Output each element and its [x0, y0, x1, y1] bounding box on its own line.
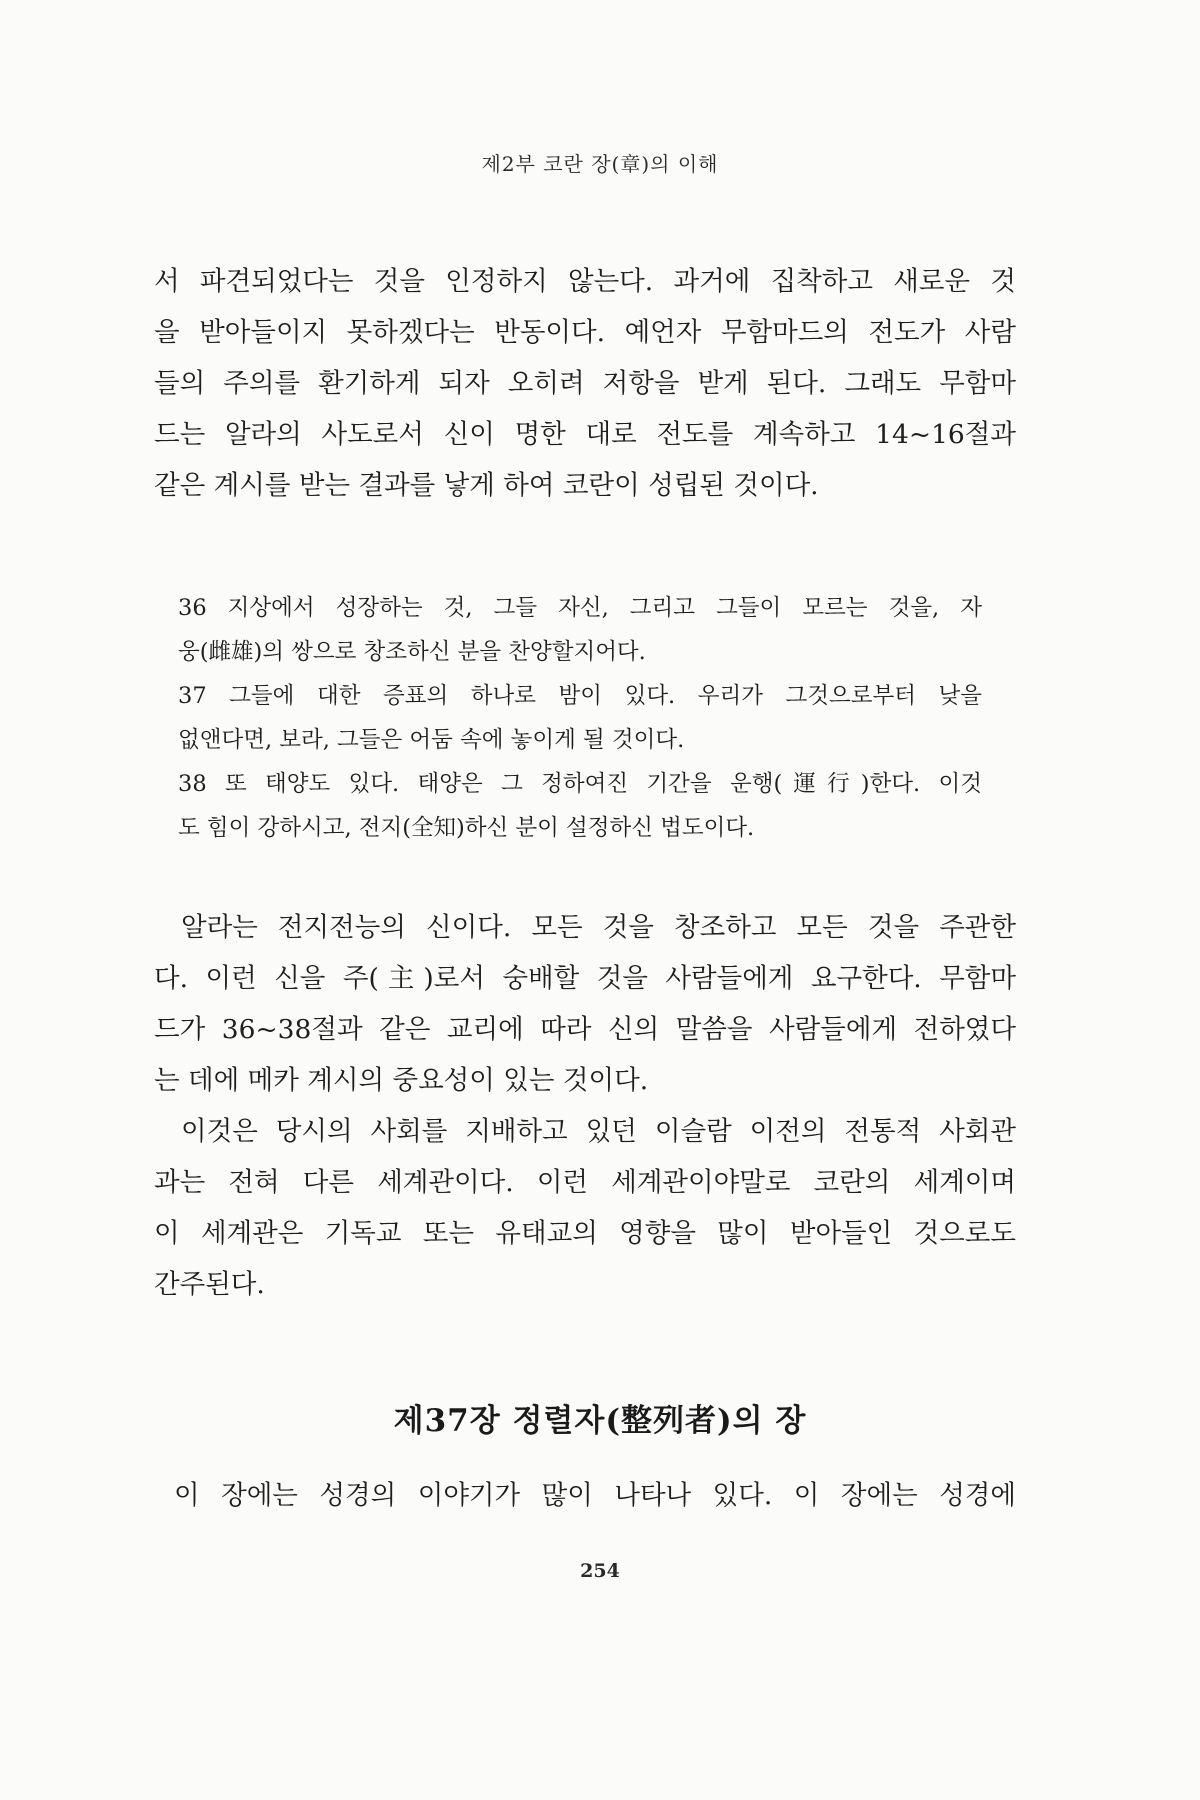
paragraph — [154, 1106, 1016, 1310]
text-line: 이 세계관은 기독교 또는 유태교의 영향을 많이 받아들인 것으로도 — [154, 1218, 1016, 1249]
verse-line: 36 지상에서 성장하는 것, 그들 자신, 그리고 그들이 모르는 것을, 자 — [178, 595, 982, 621]
text-line: 는 데에 메카 계시의 중요성이 있는 것이다. — [154, 1065, 649, 1096]
paragraph-continued — [154, 256, 1016, 511]
text-line: 이것은 당시의 사회를 지배하고 있던 이슬람 이전의 전통적 사회관 — [181, 1116, 1016, 1147]
paragraph — [154, 1470, 1016, 1521]
paragraph — [154, 902, 1016, 1106]
page-number: 254 — [580, 1560, 620, 1582]
text-line: 드는 알라의 사도로서 신이 명한 대로 전도를 계속하고 14~16절과 — [154, 419, 1016, 450]
text-line: 간주된다. — [154, 1269, 265, 1300]
quoted-verses — [178, 586, 982, 850]
text-line: 과는 전혀 다른 세계관이다. 이런 세계관이야말로 코란의 세계이며 — [154, 1167, 1016, 1198]
verse-line: 웅(雌雄)의 쌍으로 창조하신 분을 찬양할지어다. — [178, 639, 646, 665]
text-line: 알라는 전지전능의 신이다. 모든 것을 창조하고 모든 것을 주관한 — [181, 912, 1016, 943]
text-line: 서 파견되었다는 것을 인정하지 않는다. 과거에 집착하고 새로운 것 — [154, 266, 1016, 297]
text-line: 들의 주의를 환기하게 되자 오히려 저항을 받게 된다. 그래도 무함마 — [154, 368, 1016, 399]
text-line: 을 받아들이지 못하겠다는 반동이다. 예언자 무함마드의 전도가 사람 — [154, 317, 1016, 348]
verse-line: 없앤다면, 보라, 그들은 어둠 속에 놓이게 될 것이다. — [178, 727, 685, 753]
text-line: 이 장에는 성경의 이야기가 많이 나타나 있다. 이 장에는 성경에 — [174, 1480, 1016, 1511]
running-header: 제2부 코란 장(章)의 이해 — [481, 152, 719, 176]
chapter-heading: 제37장 정렬자(整列者)의 장 — [393, 1403, 807, 1439]
text-line: 다. 이런 신을 주(主)로서 숭배할 것을 사람들에게 요구한다. 무함마 — [154, 963, 1016, 994]
verse-line: 37 그들에 대한 증표의 하나로 밤이 있다. 우리가 그것으로부터 낮을 — [178, 683, 982, 709]
verse-line: 38 또 태양도 있다. 태양은 그 정하여진 기간을 운행(運行)한다. 이것 — [178, 771, 982, 797]
text-line: 드가 36~38절과 같은 교리에 따라 신의 말씀을 사람들에게 전하였다 — [154, 1014, 1016, 1045]
verse-line: 도 힘이 강하시고, 전지(全知)하신 분이 설정하신 법도이다. — [178, 815, 755, 841]
text-line: 같은 계시를 받는 결과를 낳게 하여 코란이 성립된 것이다. — [154, 470, 819, 501]
